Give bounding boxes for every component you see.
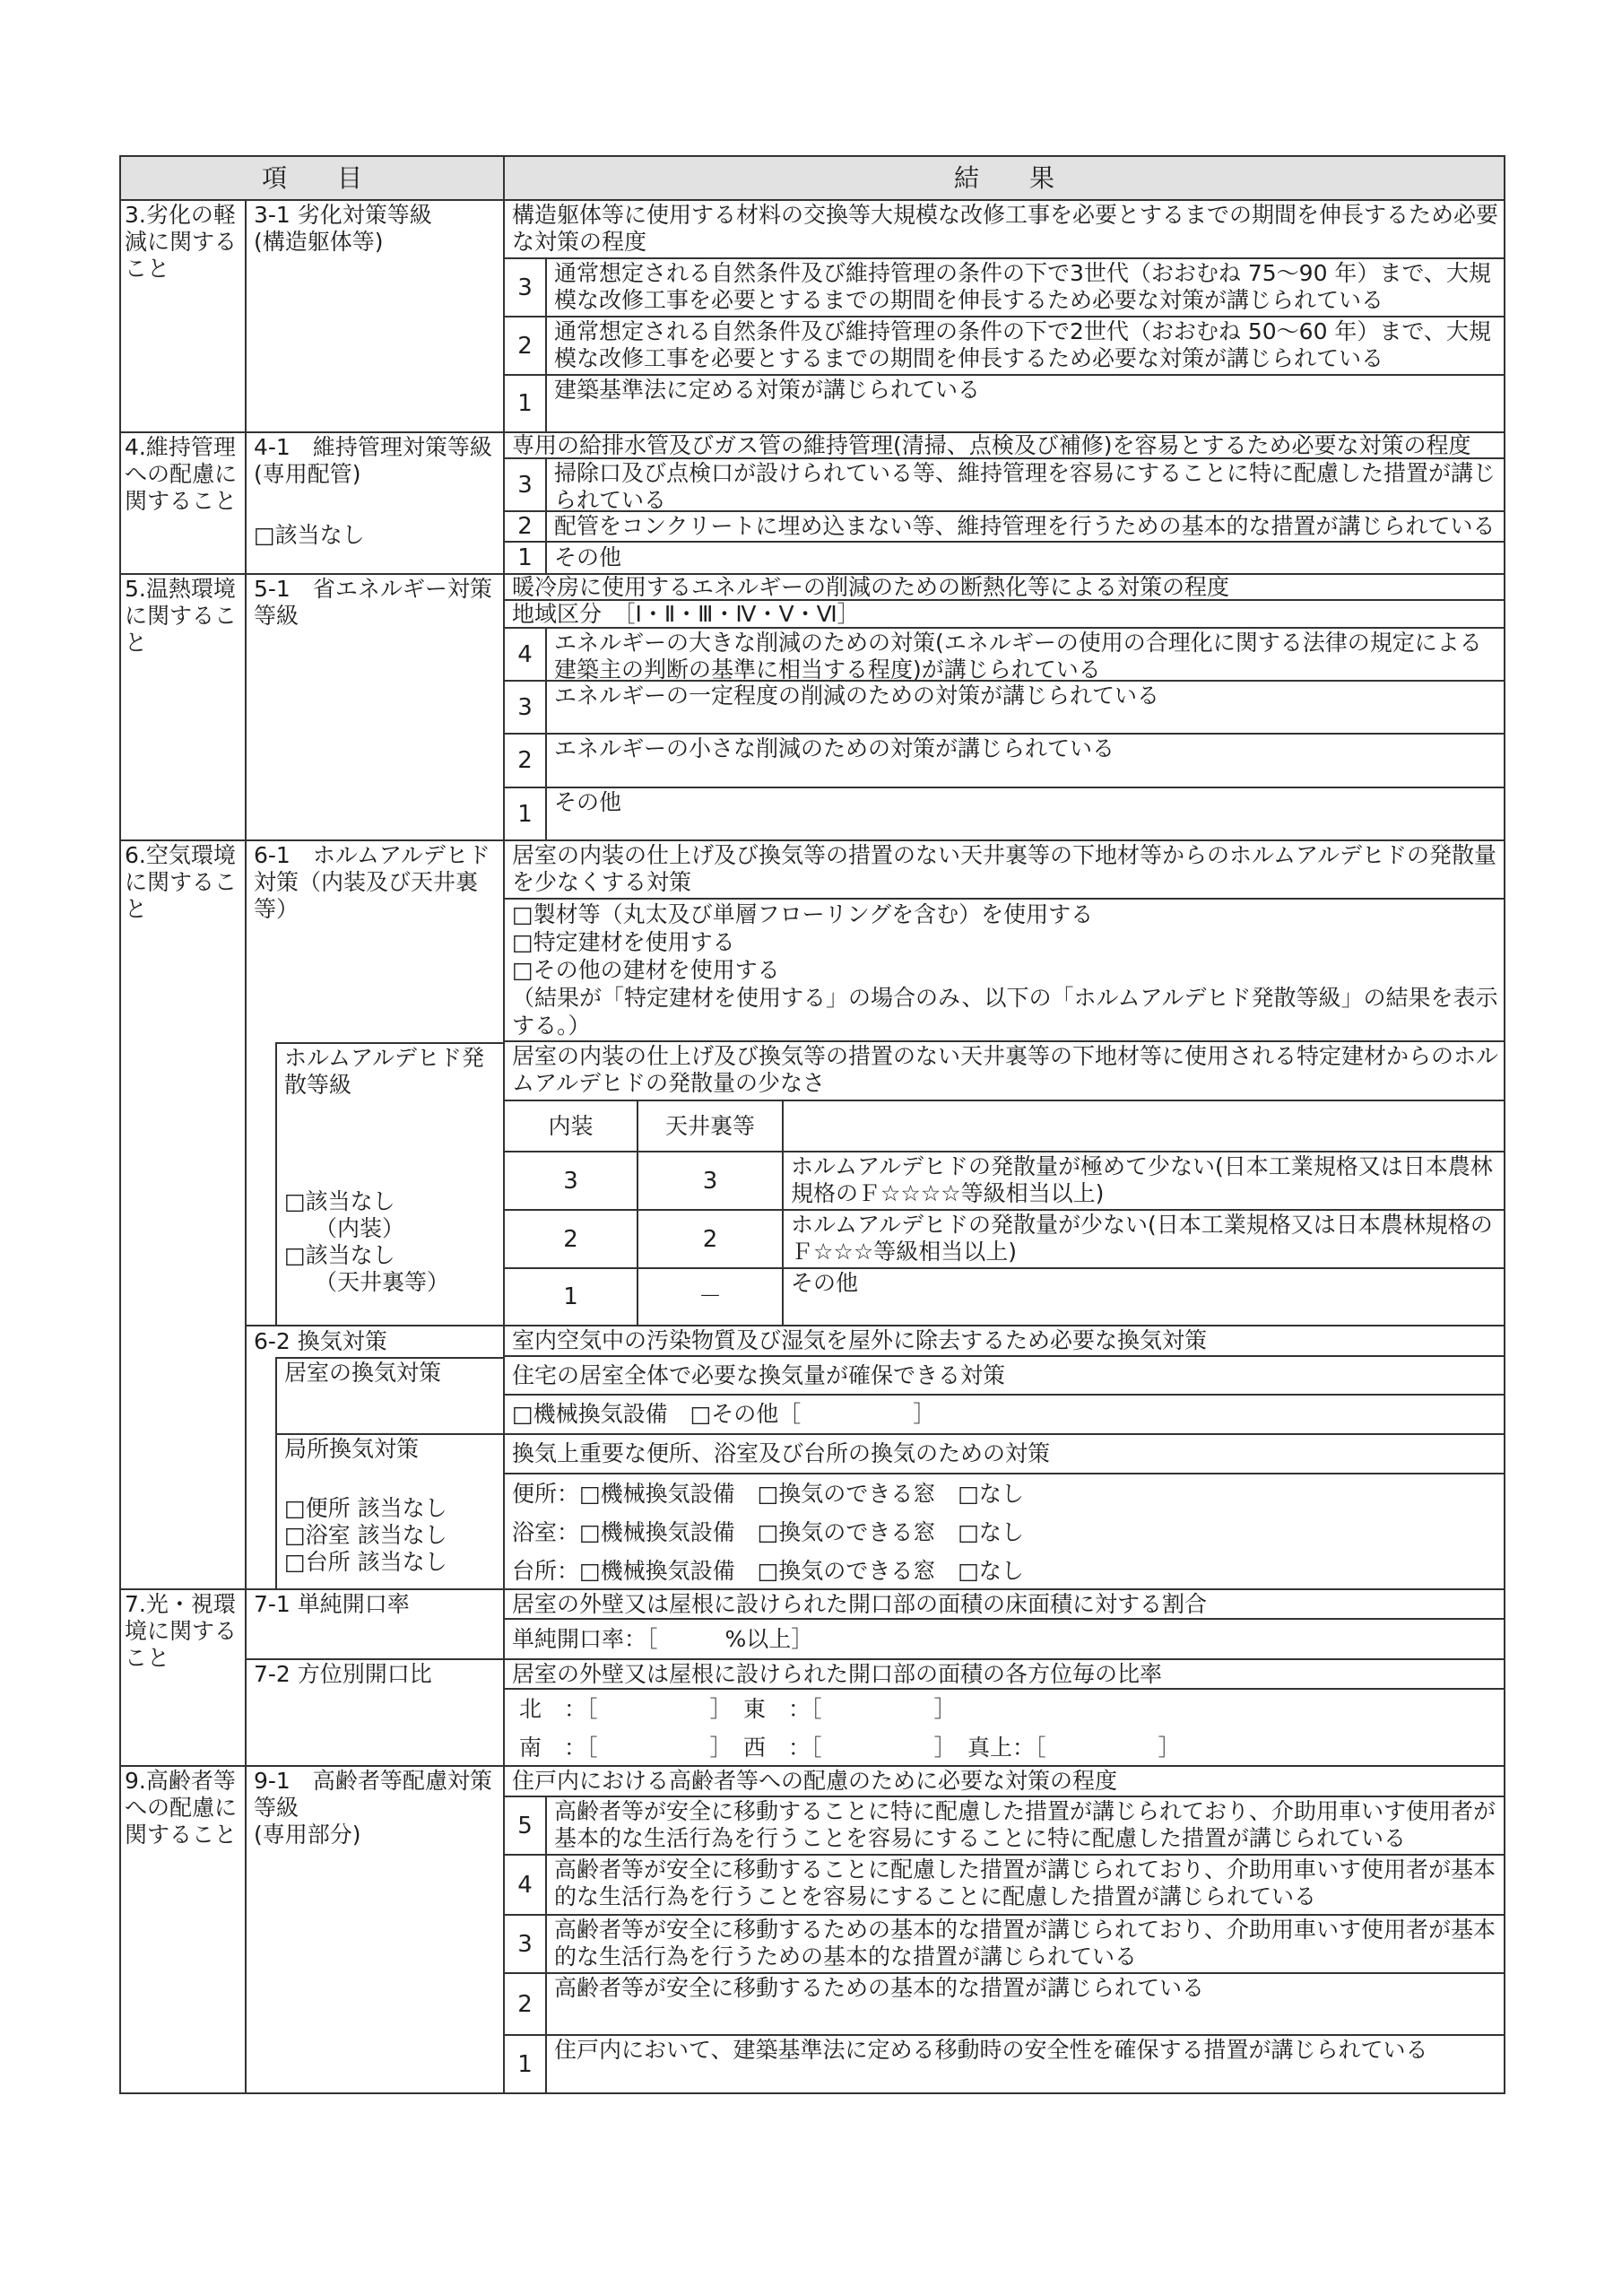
grade-level: 3 bbox=[505, 459, 547, 512]
direction-ratio-line: 南 ：［ ］ 西 ：［ ］ 真上：［ ］ bbox=[519, 1734, 1181, 1761]
section-9-description: 住戸内における高齢者等への配慮のために必要な対策の程度 bbox=[505, 1767, 1505, 1797]
formaldehyde-grade-description: 居室の内装の仕上げ及び換気等の措置のない天井裏等の下地材等に使用される特定建材からのホルムアルデヒドの発散量の少なさ bbox=[505, 1042, 1505, 1101]
formaldehyde-grade-item-cell bbox=[277, 1042, 505, 1326]
section-4-item-cell bbox=[247, 433, 505, 575]
section-7-1-description: 居室の外壁又は屋根に設けられた開口部の面積の床面積に対する割合 bbox=[505, 1590, 1505, 1620]
grade-description: エネルギーの大きな削減のための対策(エネルギーの使用の合理化に関する法律の規定による建築主の判断の基準に相当する程度)が講じられている bbox=[547, 629, 1505, 682]
grade-level-interior: 3 bbox=[505, 1152, 638, 1211]
grade-description: 通常想定される自然条件及び維持管理の条件の下で3世代（おおむね 75～90 年）まで、大規模な改修工事を必要とするまでの期間を伸長するため必要な対策が講じられている bbox=[547, 259, 1505, 317]
not-applicable-scope: （天井裏等） bbox=[315, 1269, 450, 1295]
local-ventilation-item: 局所換気対策 bbox=[284, 1436, 420, 1462]
grade-level: 1 bbox=[505, 543, 547, 575]
grade-description: その他 bbox=[547, 788, 1505, 841]
opening-ratio-value: 単純開口率：［ %以上］ bbox=[505, 1620, 1505, 1660]
grade-level-interior: 1 bbox=[505, 1269, 638, 1326]
grade-level-ceiling: － bbox=[638, 1269, 784, 1326]
section-6-1-item: 6-1 ホルムアルデヒド対策（内装及び天井裏等） bbox=[247, 841, 505, 1042]
local-ventilation-description: 換気上重要な便所、浴室及び台所の換気のための対策 bbox=[505, 1435, 1505, 1474]
column-header-interior: 内装 bbox=[505, 1101, 638, 1152]
grade-level: 4 bbox=[505, 1856, 547, 1916]
section-7-2-item: 7-2 方位別開口比 bbox=[247, 1660, 505, 1767]
grade-description: 配管をコンクリートに埋め込まない等、維持管理を行うための基本的な措置が講じられている bbox=[547, 512, 1505, 543]
grade-level: 2 bbox=[505, 735, 547, 788]
local-ventilation-rows bbox=[505, 1474, 1505, 1590]
column-header-ceiling: 天井裏等 bbox=[638, 1101, 784, 1152]
section-4-title: 4.維持管理への配慮に関すること bbox=[121, 433, 247, 575]
grade-level: 2 bbox=[505, 317, 547, 376]
grade-description: エネルギーの一定程度の削減のための対策が講じられている bbox=[547, 682, 1505, 735]
toilet-ventilation-options: 便所：□機械換気設備 □換気のできる窓 □なし bbox=[512, 1480, 1024, 1507]
local-not-applicable bbox=[284, 1495, 499, 1576]
grade-level: 3 bbox=[505, 1916, 547, 1974]
header-item: 項 目 bbox=[121, 157, 505, 201]
section-7-title: 7.光・視環境に関すること bbox=[121, 1590, 247, 1767]
indent-spacer bbox=[247, 1042, 277, 1326]
kitchen-ventilation-options: 台所：□機械換気設備 □換気のできる窓 □なし bbox=[512, 1557, 1024, 1584]
grade-description: 高齢者等が安全に移動するための基本的な措置が講じられており、介助用車いす使用者が基本的な生活行為を行うための基本的な措置が講じられている bbox=[547, 1916, 1505, 1974]
indent-spacer bbox=[247, 1357, 277, 1590]
grade-level: 3 bbox=[505, 682, 547, 735]
material-option: □製材等（丸太及び単層フローリングを含む）を使用する bbox=[512, 901, 1094, 927]
grade-level-ceiling: 3 bbox=[638, 1152, 784, 1211]
performance-evaluation-table bbox=[119, 155, 1505, 2094]
grade-level-ceiling: 2 bbox=[638, 1211, 784, 1269]
formaldehyde-not-applicable bbox=[284, 1188, 499, 1296]
grade-level: 2 bbox=[505, 1974, 547, 2036]
direction-ratios bbox=[505, 1690, 1505, 1767]
section-9-title: 9.高齢者等への配慮に関すること bbox=[121, 1767, 247, 2094]
grade-level: 1 bbox=[505, 788, 547, 841]
not-applicable-checkbox-label: □便所 該当なし bbox=[284, 1495, 447, 1521]
section-3-title: 3.劣化の軽減に関すること bbox=[121, 201, 247, 433]
grade-description: エネルギーの小さな削減のための対策が講じられている bbox=[547, 735, 1505, 788]
grade-description: 高齢者等が安全に移動することに配慮した措置が講じられており、介助用車いす使用者が基本的な生活行為を行うことを容易にすることに配慮した措置が講じられている bbox=[547, 1856, 1505, 1916]
not-applicable-checkbox-label: □浴室 該当なし bbox=[284, 1522, 447, 1548]
formaldehyde-grade-item: ホルムアルデヒド発散等級 bbox=[284, 1045, 485, 1098]
not-applicable-checkbox-label: □該当なし bbox=[254, 522, 365, 548]
material-note: （結果が「特定建材を使用する」の場合のみ、以下の「ホルムアルデヒド発散等級」の結果を表示する。） bbox=[512, 985, 1498, 1039]
grade-level: 1 bbox=[505, 376, 547, 433]
grade-level: 5 bbox=[505, 1797, 547, 1856]
header-result: 結 果 bbox=[505, 157, 1505, 201]
grade-description: 通常想定される自然条件及び維持管理の条件の下で2世代（おおむね 50～60 年）まで、大規模な改修工事を必要とするまでの期間を伸長するため必要な対策が講じられている bbox=[547, 317, 1505, 376]
local-ventilation-item-cell bbox=[277, 1435, 505, 1590]
section-4-item: 4-1 維持管理対策等級 (専用配管) bbox=[254, 434, 492, 487]
not-applicable-checkbox-label: □該当なし bbox=[284, 1242, 395, 1268]
section-3-description: 構造躯体等に使用する材料の交換等大規模な改修工事を必要とするまでの期間を伸長するため必要な対策の程度 bbox=[505, 201, 1505, 259]
grade-level: 2 bbox=[505, 512, 547, 543]
section-7-2-description: 居室の外壁又は屋根に設けられた開口部の面積の各方位毎の比率 bbox=[505, 1660, 1505, 1690]
grade-description: ホルムアルデヒドの発散量が少ない(日本工業規格又は日本農林規格のＦ☆☆☆等級相当以上) bbox=[784, 1211, 1505, 1269]
not-applicable-checkbox-label: □台所 該当なし bbox=[284, 1549, 447, 1575]
section-9-item: 9-1 高齢者等配慮対策等級 (専用部分) bbox=[247, 1767, 505, 2094]
grade-level: 4 bbox=[505, 629, 547, 682]
direction-ratio-line: 北 ：［ ］ 東 ：［ ］ bbox=[519, 1695, 957, 1722]
grade-description: 高齢者等が安全に移動するための基本的な措置が講じられている bbox=[547, 1974, 1505, 2036]
not-applicable-checkbox-label: □該当なし bbox=[284, 1188, 395, 1214]
grade-description: 高齢者等が安全に移動することに特に配慮した措置が講じられており、介助用車いす使用者が基本的な生活行為を行うことを容易にすることに特に配慮した措置が講じられている bbox=[547, 1797, 1505, 1856]
grade-description: 住戸内において、建築基準法に定める移動時の安全性を確保する措置が講じられている bbox=[547, 2036, 1505, 2094]
section-6-2-item: 6-2 換気対策 bbox=[247, 1326, 505, 1357]
column-header-empty bbox=[784, 1101, 1505, 1152]
material-options bbox=[505, 900, 1505, 1042]
section-6-2-description: 室内空気中の汚染物質及び湿気を屋外に除去するため必要な換気対策 bbox=[505, 1326, 1505, 1357]
region-classification: 地域区分 ［Ⅰ・Ⅱ・Ⅲ・Ⅳ・Ⅴ・Ⅵ］ bbox=[505, 601, 1505, 629]
section-6-1-description: 居室の内装の仕上げ及び換気等の措置のない天井裏等の下地材等からのホルムアルデヒドの発散量を少なくする対策 bbox=[505, 841, 1505, 900]
room-ventilation-item: 居室の換気対策 bbox=[277, 1357, 505, 1435]
bathroom-ventilation-options: 浴室：□機械換気設備 □換気のできる窓 □なし bbox=[512, 1518, 1024, 1545]
not-applicable-scope: （内装） bbox=[315, 1215, 405, 1241]
section-4-description: 専用の給排水管及びガス管の維持管理(清掃、点検及び補修)を容易とするため必要な対策の程度 bbox=[505, 433, 1505, 459]
section-6-title: 6.空気環境に関すること bbox=[121, 841, 247, 1590]
grade-description: その他 bbox=[547, 543, 1505, 575]
grade-level-interior: 2 bbox=[505, 1211, 638, 1269]
section-3-item: 3-1 劣化対策等級 (構造躯体等) bbox=[247, 201, 505, 433]
room-ventilation-description: 住宅の居室全体で必要な換気量が確保できる対策 bbox=[505, 1357, 1505, 1396]
grade-level: 1 bbox=[505, 2036, 547, 2094]
section-5-item: 5-1 省エネルギー対策等級 bbox=[247, 575, 505, 841]
grade-description: 掃除口及び点検口が設けられている等、維持管理を容易にすることに特に配慮した措置が講じられている bbox=[547, 459, 1505, 512]
section-7-1-item: 7-1 単純開口率 bbox=[247, 1590, 505, 1660]
room-ventilation-options: □機械換気設備 □その他［ ］ bbox=[505, 1396, 1505, 1435]
grade-description: その他 bbox=[784, 1269, 1505, 1326]
material-option: □その他の建材を使用する bbox=[512, 957, 780, 983]
grade-description: ホルムアルデヒドの発散量が極めて少ない(日本工業規格又は日本農林規格のＦ☆☆☆☆等級相当以上) bbox=[784, 1152, 1505, 1211]
grade-description: 建築基準法に定める対策が講じられている bbox=[547, 376, 1505, 433]
grade-level: 3 bbox=[505, 259, 547, 317]
section-5-description: 暖冷房に使用するエネルギーの削減のための断熱化等による対策の程度 bbox=[505, 575, 1505, 601]
section-5-title: 5.温熱環境に関すること bbox=[121, 575, 247, 841]
material-option: □特定建材を使用する bbox=[512, 929, 735, 955]
